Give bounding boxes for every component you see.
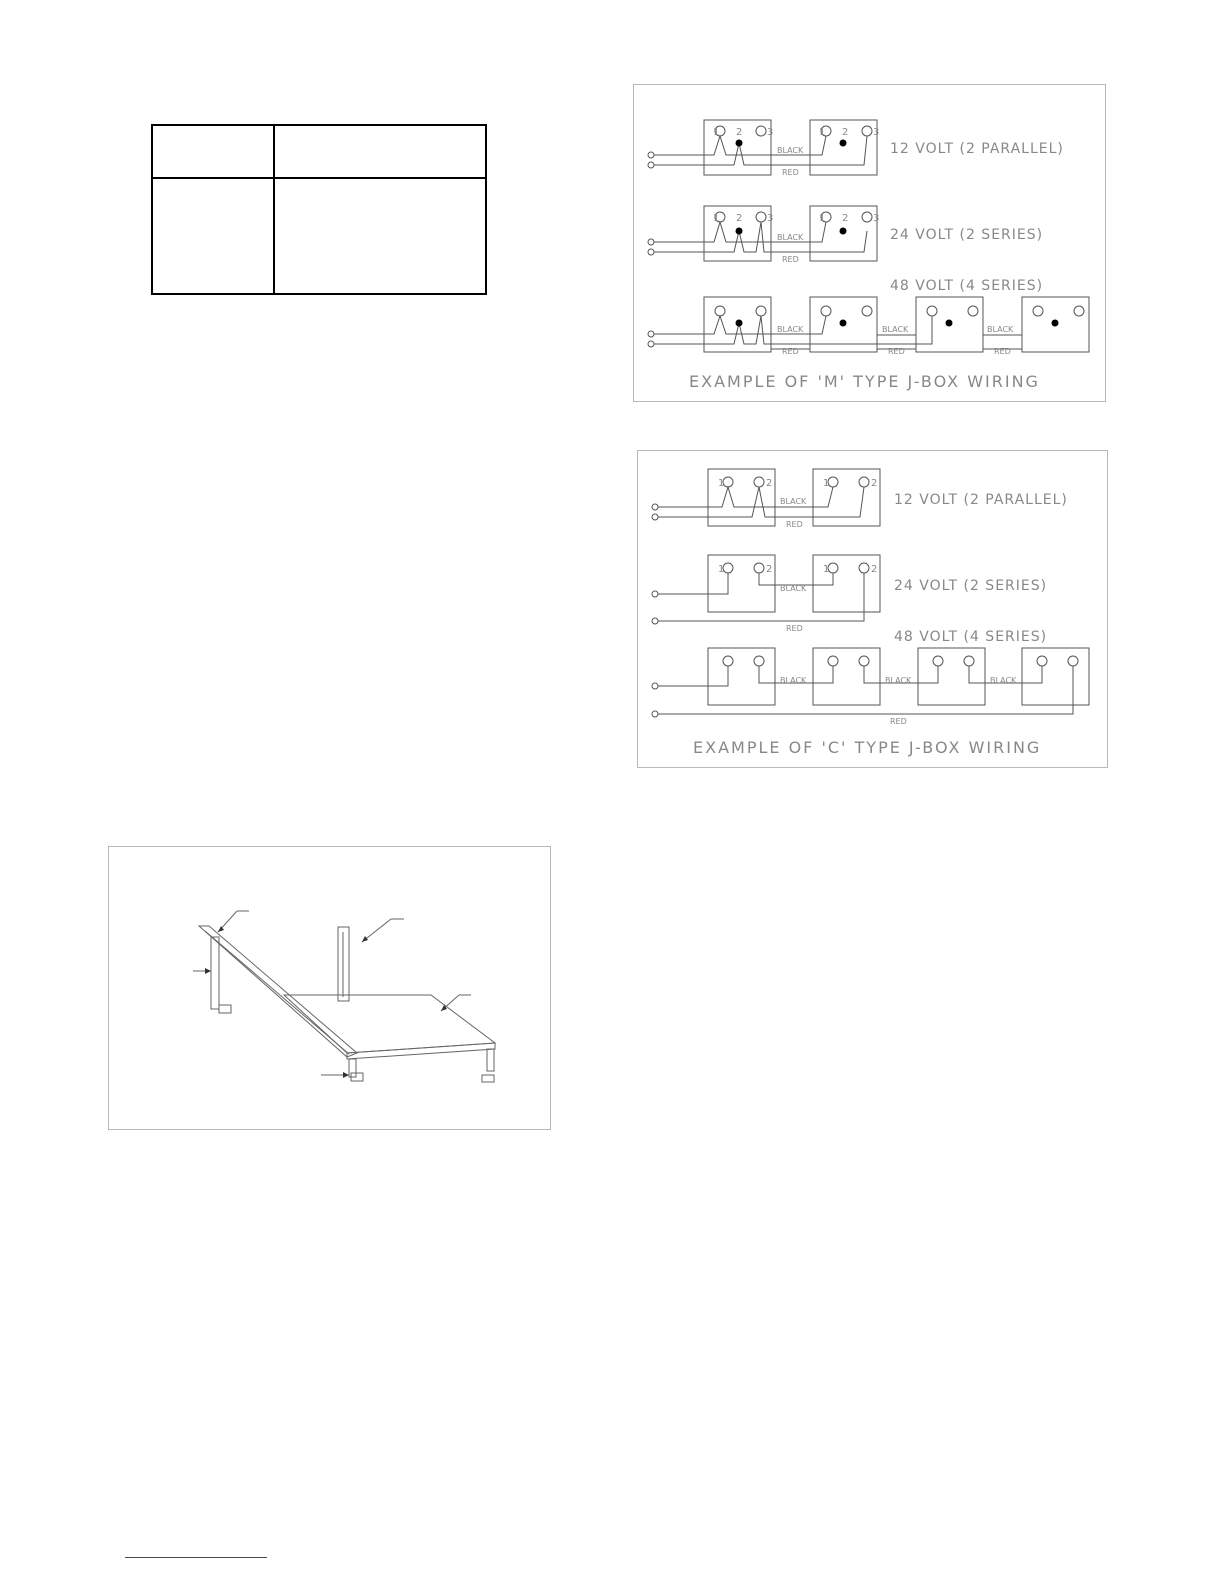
svg-text:BLACK: BLACK	[777, 233, 804, 242]
c-row-12v-label: 12 VOLT (2 PARALLEL)	[894, 492, 1068, 508]
mount-rack-figure	[108, 846, 551, 1130]
m-row-48v-label: 48 VOLT (4 SERIES)	[890, 278, 1044, 294]
m-diagram-caption: EXAMPLE OF 'M' TYPE J-BOX WIRING	[689, 372, 1040, 391]
svg-text:BLACK: BLACK	[777, 325, 804, 334]
svg-text:1: 1	[823, 564, 830, 575]
svg-text:BLACK: BLACK	[780, 497, 807, 506]
m-type-wiring-diagram	[633, 84, 1106, 402]
svg-text:1: 1	[713, 213, 720, 224]
svg-text:2: 2	[736, 213, 743, 224]
c-diagram-caption: EXAMPLE OF 'C' TYPE J-BOX WIRING	[693, 738, 1042, 757]
svg-text:2: 2	[871, 478, 878, 489]
m-row-24v-label: 24 VOLT (2 SERIES)	[890, 227, 1044, 243]
svg-text:1: 1	[819, 127, 826, 138]
svg-text:3: 3	[873, 213, 880, 224]
m-type-wiring-svg	[634, 85, 1105, 401]
svg-text:BLACK: BLACK	[990, 676, 1017, 685]
svg-text:3: 3	[767, 127, 774, 138]
svg-text:2: 2	[766, 564, 773, 575]
table-cell-r2c1	[152, 178, 274, 294]
svg-text:BLACK: BLACK	[780, 584, 807, 593]
svg-text:RED: RED	[782, 168, 799, 177]
svg-text:RED: RED	[786, 520, 803, 529]
svg-text:BLACK: BLACK	[780, 676, 807, 685]
svg-text:BLACK: BLACK	[882, 325, 909, 334]
svg-text:BLACK: BLACK	[987, 325, 1014, 334]
svg-text:RED: RED	[786, 624, 803, 633]
svg-text:3: 3	[767, 213, 774, 224]
svg-text:1: 1	[718, 478, 725, 489]
svg-text:1: 1	[713, 127, 720, 138]
c-type-wiring-diagram	[637, 450, 1108, 768]
table-cell-r1c1	[152, 125, 274, 178]
svg-text:1: 1	[823, 478, 830, 489]
svg-text:1: 1	[718, 564, 725, 575]
svg-text:RED: RED	[994, 347, 1011, 356]
svg-text:2: 2	[842, 127, 849, 138]
svg-text:BLACK: BLACK	[885, 676, 912, 685]
table-cell-r1c2	[274, 125, 486, 178]
c-type-wiring-svg	[638, 451, 1107, 767]
footnote-separator-line	[125, 1557, 267, 1558]
table-cell-r2c2	[274, 178, 486, 294]
m-row-12v-label: 12 VOLT (2 PARALLEL)	[890, 141, 1064, 157]
svg-text:2: 2	[736, 127, 743, 138]
svg-text:2: 2	[871, 564, 878, 575]
svg-text:RED: RED	[782, 255, 799, 264]
svg-text:RED: RED	[888, 347, 905, 356]
svg-text:1: 1	[819, 213, 826, 224]
svg-text:RED: RED	[782, 347, 799, 356]
c-row-48v-label: 48 VOLT (4 SERIES)	[894, 629, 1048, 645]
c-row-24v-label: 24 VOLT (2 SERIES)	[894, 578, 1048, 594]
svg-text:BLACK: BLACK	[777, 146, 804, 155]
svg-text:2: 2	[842, 213, 849, 224]
svg-text:RED: RED	[890, 717, 907, 726]
svg-text:2: 2	[766, 478, 773, 489]
spec-table	[151, 124, 487, 295]
svg-text:3: 3	[873, 127, 880, 138]
solar-mount-rack-icon	[109, 847, 550, 1129]
